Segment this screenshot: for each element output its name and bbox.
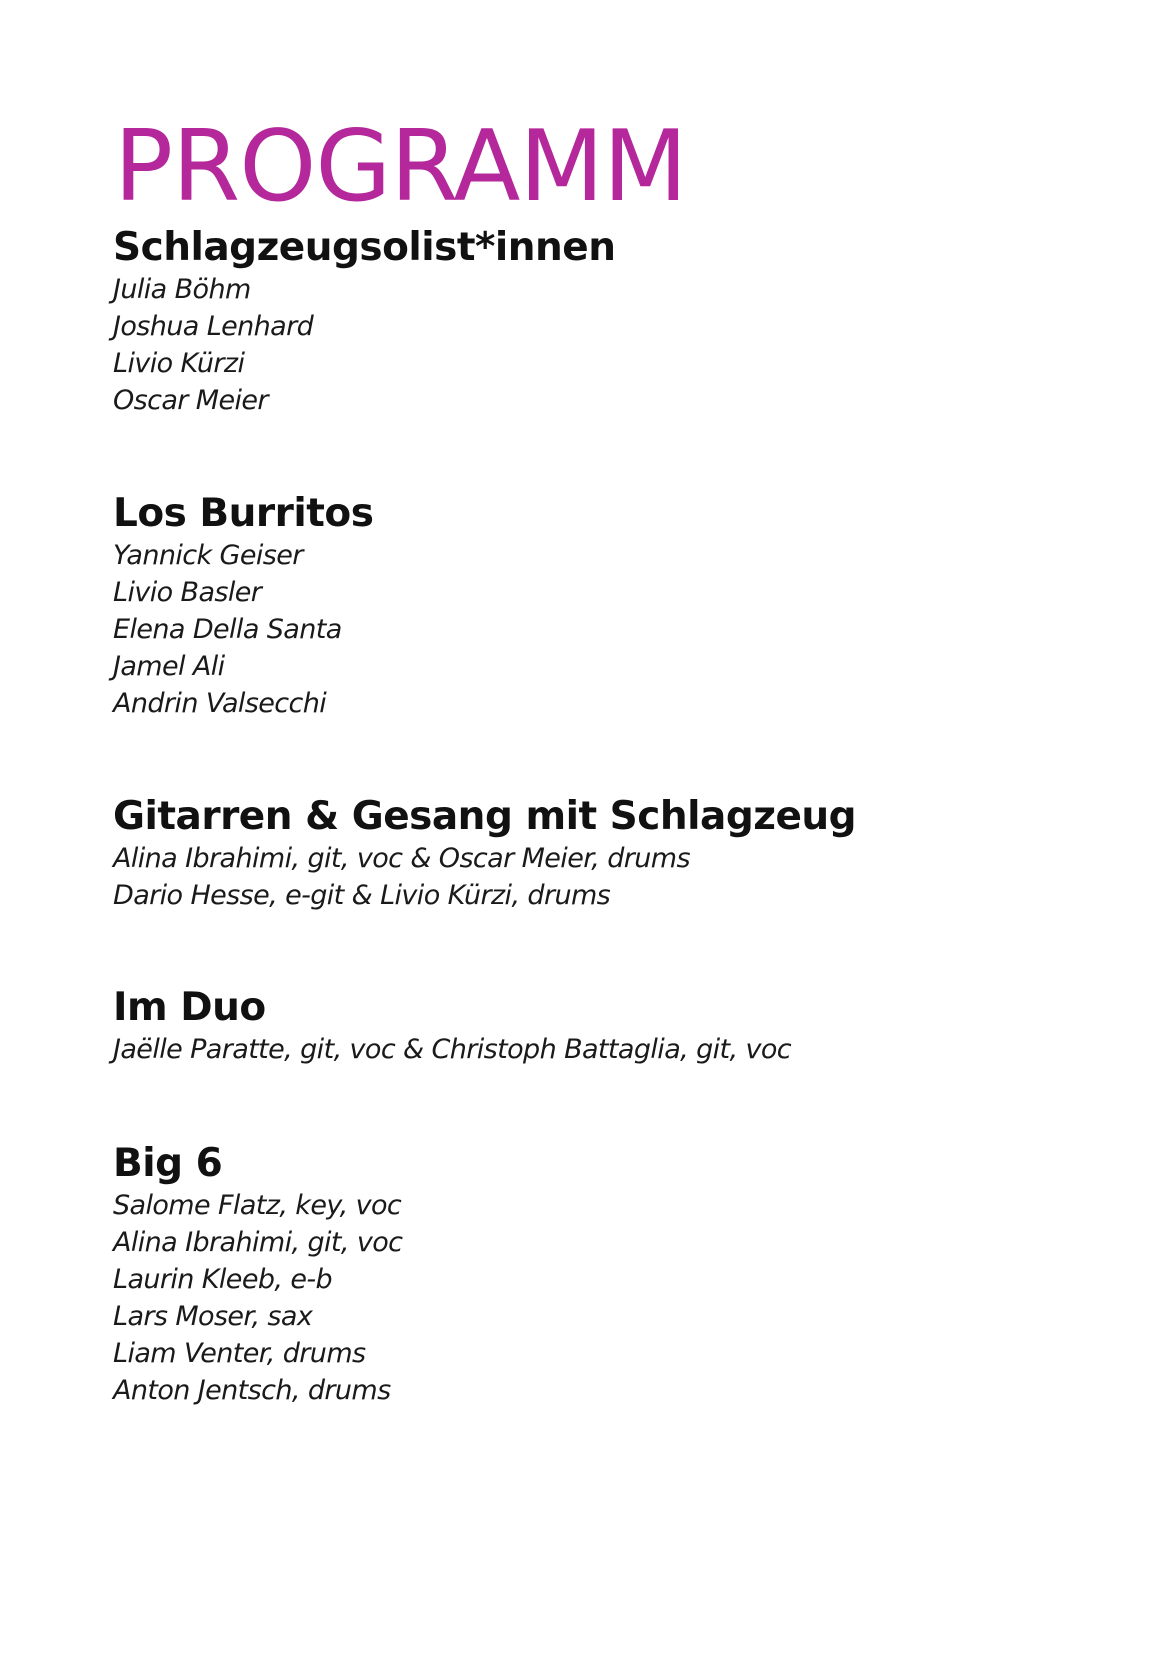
member-item: Dario Hesse, e-git & Livio Kürzi, drums [113,880,611,911]
member-item: Elena Della Santa [113,614,342,645]
member-list [113,271,616,419]
section-heading: Schlagzeugsolist*innen [113,225,616,270]
section-schlagzeugsolist-innen [113,225,616,419]
member-item: Yannick Geiser [113,540,303,571]
member-list [113,1031,791,1068]
member-list [113,537,373,722]
member-item: Alina Ibrahimi, git, voc & Oscar Meier, drums [113,843,690,874]
member-item: Andrin Valsecchi [113,688,327,719]
member-item: Liam Venter, drums [113,1338,366,1369]
section-big-6 [113,1141,402,1409]
section-los-burritos [113,491,373,722]
member-item: Laurin Kleeb, e-b [113,1264,333,1295]
member-list [113,1187,402,1409]
member-list [113,840,856,914]
section-heading: Gitarren & Gesang mit Schlagzeug [113,794,857,839]
member-item: Julia Böhm [113,274,251,305]
section-gitarren-gesang [113,794,856,914]
member-item: Joshua Lenhard [113,311,314,342]
member-item: Jaëlle Paratte, git, voc & Christoph Battaglia, git, voc [113,1034,792,1065]
page-title: PROGRAMM [114,109,687,224]
section-im-duo [113,985,791,1068]
section-heading: Los Burritos [113,491,374,536]
member-item: Oscar Meier [113,385,268,416]
member-item: Salome Flatz, key, voc [113,1190,402,1221]
member-item: Alina Ibrahimi, git, voc [113,1227,403,1258]
member-item: Livio Basler [113,577,262,608]
member-item: Livio Kürzi [113,348,245,379]
section-heading: Big 6 [113,1141,223,1186]
member-item: Jamel Ali [113,651,225,682]
member-item: Lars Moser, sax [113,1301,313,1332]
member-item: Anton Jentsch, drums [113,1375,391,1406]
section-heading: Im Duo [113,985,266,1030]
